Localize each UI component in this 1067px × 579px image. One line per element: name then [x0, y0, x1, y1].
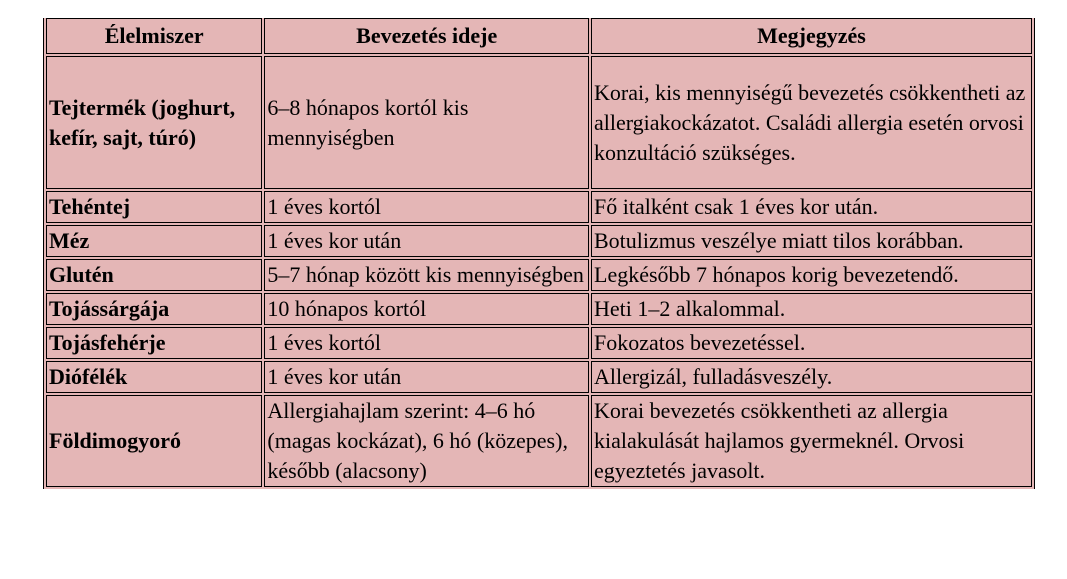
food-cell: Földimogyoró — [46, 395, 262, 487]
note-cell: Fő italként csak 1 éves kor után. — [591, 191, 1032, 223]
note-cell: Botulizmus veszélye miatt tilos korábban. — [591, 225, 1032, 257]
time-cell: 1 éves kor után — [264, 225, 589, 257]
food-cell: Glutén — [46, 259, 262, 291]
note-cell: Korai bevezetés csökkentheti az allergia kialakulását hajlamos gyermeknél. Orvosi egyeztetés javasolt. — [591, 395, 1032, 487]
table-row — [46, 361, 1032, 393]
table-row — [46, 259, 1032, 291]
food-cell: Tehéntej — [46, 191, 262, 223]
table-row — [46, 56, 1032, 189]
table-row — [46, 327, 1032, 359]
food-cell: Diófélék — [46, 361, 262, 393]
note-cell: Heti 1–2 alkalommal. — [591, 293, 1032, 325]
food-cell: Tejtermék (joghurt, kefír, sajt, túró) — [46, 56, 262, 189]
note-cell: Korai, kis mennyiségű bevezetés csökkentheti az allergiakockázatot. Családi allergia esetén orvosi konzultáció szükséges. — [591, 56, 1032, 189]
time-cell: 1 éves kortól — [264, 327, 589, 359]
time-cell: 1 éves kor után — [264, 361, 589, 393]
header-introduction-time: Bevezetés ideje — [264, 18, 589, 54]
note-cell: Legkésőbb 7 hónapos korig bevezetendő. — [591, 259, 1032, 291]
header-food: Élelmiszer — [46, 18, 262, 54]
time-cell: 6–8 hónapos kortól kis mennyiségben — [264, 56, 589, 189]
time-cell: 10 hónapos kortól — [264, 293, 589, 325]
table-row — [46, 395, 1032, 487]
note-cell: Allergizál, fulladásveszély. — [591, 361, 1032, 393]
food-cell: Tojássárgája — [46, 293, 262, 325]
time-cell: 1 éves kortól — [264, 191, 589, 223]
table-row — [46, 293, 1032, 325]
note-cell: Fokozatos bevezetéssel. — [591, 327, 1032, 359]
header-note: Megjegyzés — [591, 18, 1032, 54]
time-cell: Allergiahajlam szerint: 4–6 hó (magas kockázat), 6 hó (közepes), később (alacsony) — [264, 395, 589, 487]
document-page — [43, 18, 1035, 545]
table-row — [46, 225, 1032, 257]
time-cell: 5–7 hónap között kis mennyiségben — [264, 259, 589, 291]
table-row — [46, 191, 1032, 223]
food-introduction-table — [43, 18, 1035, 489]
food-cell: Méz — [46, 225, 262, 257]
food-cell: Tojásfehérje — [46, 327, 262, 359]
header-row — [46, 18, 1032, 54]
